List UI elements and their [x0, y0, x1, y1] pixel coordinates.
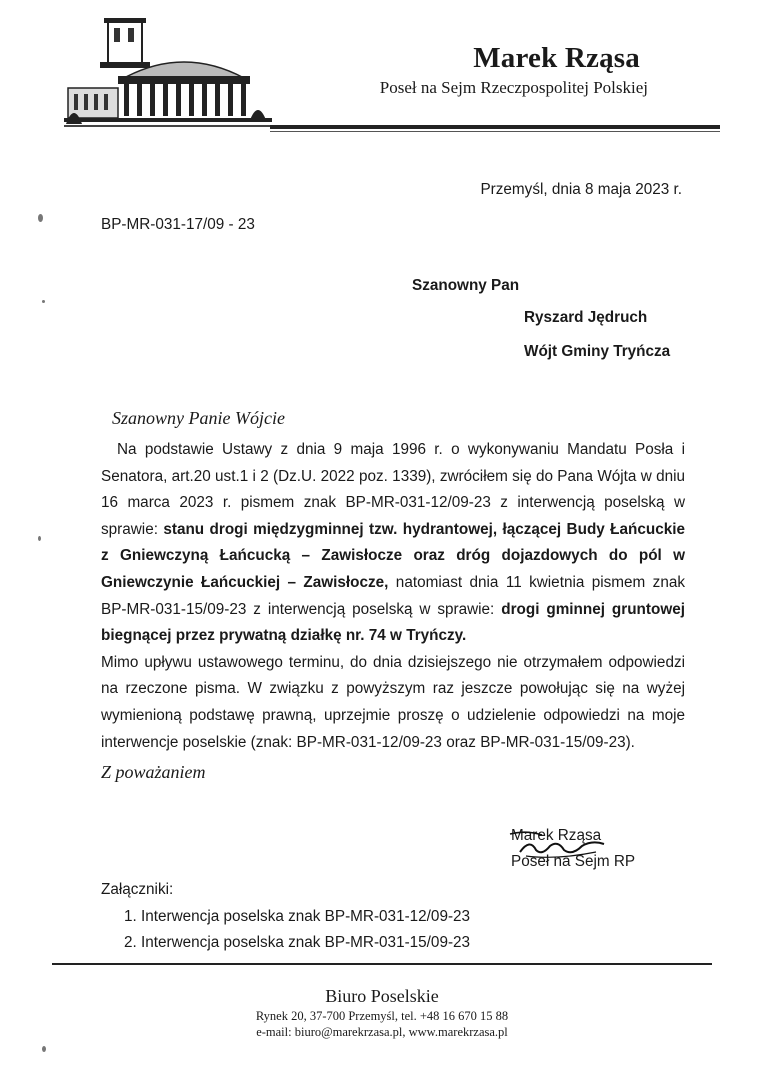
sender-name: Marek Rząsa	[473, 42, 640, 74]
letter-body	[101, 437, 685, 756]
p1-text-b: natomiast dnia 11 kwietnia pismem znak BP-MR-031-15/09-23 z interwencją poselską w sprawie:	[101, 573, 685, 618]
greeting: Szanowny Panie Wójcie	[112, 408, 285, 428]
header-rule	[270, 125, 720, 129]
scan-speck	[42, 300, 45, 303]
attachment-item: 1. Interwencja poselska znak BP-MR-031-12/09-23	[124, 908, 471, 925]
attachment-item: 2. Interwencja poselska znak BP-MR-031-15/09-23	[124, 934, 471, 951]
scan-speck	[38, 536, 41, 541]
recipient-role: Wójt Gminy Tryńcza	[524, 343, 671, 360]
paragraph-2: Mimo upływu ustawowego terminu, do dnia dzisiejszego nie otrzymałem odpowiedzi na rzeczone pisma. W związku z powyższym raz jeszcze powołując się na wyżej wymienioną podstawę prawną, uprzejmie proszę o udzielenie odpowiedzi na moje interwencje poselskie (znak: BP-MR-031-12/09-23 oraz BP-MR-031-15/09-23).	[101, 653, 685, 751]
scan-speck	[42, 1046, 46, 1052]
paragraph-1	[101, 437, 685, 650]
closing: Z poważaniem	[101, 762, 206, 782]
place-date: Przemyśl, dnia 8 maja 2023 r.	[480, 181, 682, 198]
footer-address: Rynek 20, 37-700 Przemyśl, tel. +48 16 670 15 88	[255, 1009, 509, 1023]
signature-name: Marek Rząsa	[511, 827, 602, 844]
sender-title: Poseł na Sejm Rzeczpospolitej Polskiej	[379, 78, 648, 97]
header-rule-thin	[270, 131, 720, 132]
recipient-name: Ryszard Jędruch	[524, 309, 648, 326]
reference-number: BP-MR-031-17/09 - 23	[101, 216, 255, 233]
sejm-building-logo	[64, 16, 272, 132]
signature-role: Poseł na Sejm RP	[511, 853, 636, 870]
attachments-list	[124, 907, 470, 959]
p1-bold-b: drogi gminnej gruntowej biegnącej przez prywatną działkę nr. 74 w Tryńczy.	[101, 600, 685, 645]
p1-bold-a: stanu drogi międzygminnej tzw. hydrantowej, łączącej Budy Łańcuckie z Gniewczyną Łańcucką – Zawisłocze oraz dróg dojazdowych do pól w Gniewczynie Łańcuckiej – Zawisłocze,	[101, 520, 685, 591]
p1-text-a: Na podstawie Ustawy z dnia 9 maja 1996 r. o wykonywaniu Mandatu Posła i Senatora, art.20 ust.1 i 2 (Dz.U. 2022 poz. 1339), zwróciłem się do Pana Wójta w dniu 16 marca 2023 r. pismem znak BP-MR-031-12/09-23 z interwencją poselską w sprawie:	[101, 441, 685, 538]
footer-office: Biuro Poselskie	[325, 986, 439, 1006]
scan-speck	[38, 214, 43, 222]
footer-contact: e-mail: biuro@marekrzasa.pl, www.marekrzasa.pl	[256, 1025, 508, 1039]
recipient-salutation: Szanowny Pan	[412, 277, 520, 294]
footer-rule	[52, 963, 712, 965]
attachments-title: Załączniki:	[101, 881, 174, 898]
